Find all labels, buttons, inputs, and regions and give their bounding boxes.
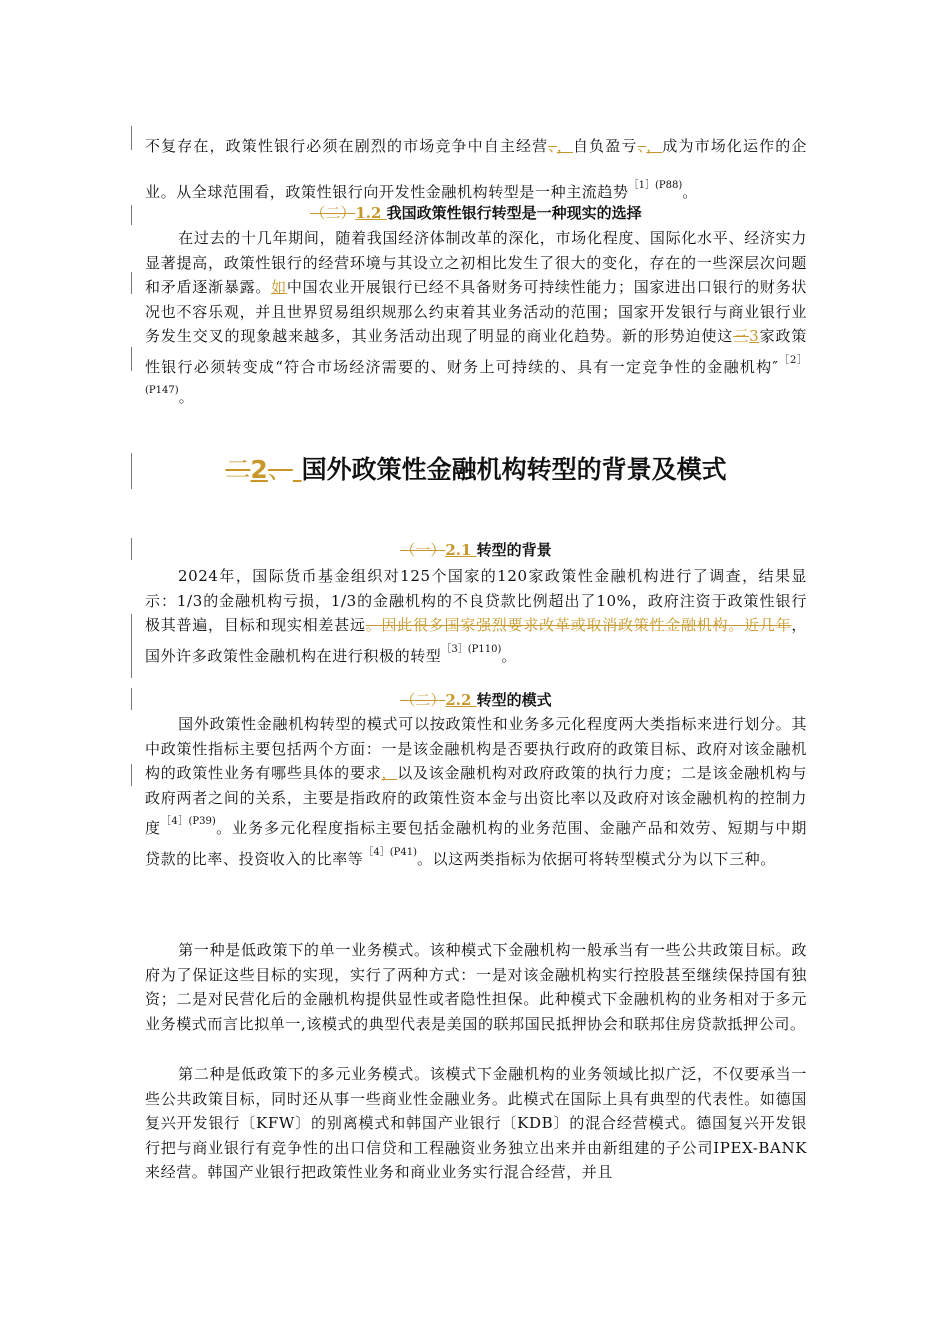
- inserted-text: ，: [556, 137, 574, 155]
- change-bar: [131, 453, 132, 489]
- text-run: 。: [682, 183, 698, 201]
- change-bar: [131, 538, 132, 560]
- paragraph-intro: [145, 126, 807, 212]
- deleted-text: （二）: [400, 691, 446, 709]
- inserted-text: 1.2: [355, 204, 387, 222]
- change-bar: [131, 205, 132, 225]
- text-run: 第二种是低政策下的多元业务模式。该模式下金融机构的业务领域比拟广泛，不仅要承当一些公共政策目标，同时还从事一些商业性金融业务。此模式在国际上具有典型的代表性。如德国复兴开发银行〔KFW〕的别离模式和韩国产业银行〔KDB〕的混合经营模式。德国复兴开发银行把与商业银行有竞争性的出口信贷和工程融资业务独立出来并由新组建的子公司IPEX-BANK来经营。韩国产业银行把政策性业务和商业业务实行混合经营，并且: [145, 1065, 807, 1181]
- heading-1-2: [145, 202, 807, 224]
- deleted-text: 三: [733, 327, 750, 345]
- change-bar: [131, 272, 132, 294]
- text-run: 国外政策性金融机构转型的模式可以按政策性和业务多元化程度两大类指标来进行划分。其中政策性指标主要包括两个方面：一是该金融机构是否要执行政府的政策目标、政府对该金融机构的政策性业务有哪些具体的要求: [145, 715, 807, 782]
- heading-2-2: [145, 689, 807, 711]
- paragraph-mode-2: [145, 1062, 807, 1185]
- deleted-text: 、: [637, 137, 647, 155]
- text-run: 。业务多元化程度指标主要包括金融机构的业务范围、金融产品和效劳、短期与中期贷款的比率、投资收入的比率等: [145, 819, 807, 868]
- text-run: 在过去的十几年期间，随着我国经济体制改革的深化，市场化程度、国际化水平、经济实力显著提高，政策性银行的经营环境与其设立之初相比发生了很大的变化，存在的一些深层次问题和矛盾逐渐暴露。: [145, 229, 807, 296]
- inserted-text: 2.1: [445, 541, 477, 559]
- citation: ［4］(P41): [363, 846, 418, 858]
- heading-text: 转型的背景: [476, 541, 552, 559]
- text-run: 第一种是低政策下的单一业务模式。该种模式下金融机构一般承当有一些公共政策目标。政府为了保证这些目标的实现，实行了两种方式：一是对该金融机构实行控股甚至继续保持国有独资；二是对民营化后的金融机构提供显性或者隐性担保。此种模式下金融机构的业务相对于多元业务模式而言比拟单一,该模式的典型代表是美国的联邦国民抵押协会和联邦住房贷款抵押公司。: [145, 941, 807, 1033]
- text-run: 不复存在，政策性银行必须在剧烈的市场竞争中自主经营: [145, 137, 549, 155]
- inserted-text: ，: [646, 137, 663, 155]
- paragraph-1-2: [145, 226, 807, 410]
- text-run: ，国外许多政策性金融机构在进行积极的转型: [145, 616, 807, 665]
- change-bar: [131, 347, 132, 371]
- text-run: 中国农业开展银行已经不具备财务可持续性能力；国家进出口银行的财务状况也不容乐观，并且世界贸易组织规那么约束着其业务活动的范围；国家开发银行与商业银行业务发生交叉的现象越来越多，其业务活动出现了明显的商业化趋势。新的形势迫使这: [145, 278, 807, 345]
- citation: ［3］(P110): [441, 643, 502, 655]
- inserted-text: ，: [381, 764, 398, 782]
- text-run: 。: [178, 388, 195, 406]
- deleted-text: 、: [267, 455, 293, 484]
- deleted-text: （二）: [310, 204, 356, 222]
- heading-text: 转型的模式: [476, 691, 552, 709]
- inserted-text: 2.2: [445, 691, 477, 709]
- text-run: 以及该金融机构对政府政策的执行力度；二是该金融机构与政府两者之间的关系，主要是指政府的政策性资本金与出资比率以及政府对该金融机构的控制力度: [145, 764, 807, 837]
- change-bar: [131, 614, 132, 678]
- heading-text: 我国政策性银行转型是一种现实的选择: [386, 204, 642, 222]
- change-bar: [131, 764, 132, 786]
- text-run: 家政策性银行必须转变成“符合市场经济需要的、财务上可持续的、具有一定竞争性的金融机构″: [145, 327, 807, 376]
- text-run: 成为市场化运作的企业。从全球范围看，政策性银行向开发性金融机构转型是一种主流趋势: [145, 137, 808, 201]
- inserted-space: [293, 455, 302, 484]
- deleted-text: 二: [225, 455, 251, 484]
- inserted-text: 如: [271, 278, 287, 296]
- paragraph-2-2: [145, 712, 807, 871]
- inserted-text: 2: [250, 455, 268, 484]
- paragraph-2-1: [145, 564, 807, 668]
- text-run: 。: [501, 646, 517, 665]
- deleted-text: 。因此很多国家强烈要求改革或取消政策性金融机构。近几年: [365, 616, 792, 634]
- text-run: 。以这两类指标为依据可将转型模式分为以下三种。: [417, 849, 776, 868]
- citation: ［1］(P88): [628, 180, 683, 191]
- change-bar: [131, 688, 132, 710]
- inserted-text: 3: [749, 327, 760, 345]
- section-heading-2: [145, 453, 807, 487]
- citation: ［2］(P147): [145, 354, 807, 396]
- deleted-text: （一）: [400, 541, 446, 559]
- heading-2-1: [145, 539, 807, 561]
- change-bar: [131, 126, 132, 150]
- paragraph-mode-1: [145, 938, 807, 1036]
- deleted-text: 、: [548, 137, 557, 155]
- text-run: 自负盈亏: [573, 137, 638, 155]
- text-run: 2024年，国际货币基金组织对125个国家的120家政策性金融机构进行了调查，结果显示：1/3的金融机构亏损，1/3的金融机构的不良贷款比例超出了10%，政府注资于政策性银行极其普遍，目标和现实相差甚远: [145, 567, 807, 634]
- citation: ［4］(P39): [160, 816, 216, 827]
- heading-text: 国外政策性金融机构转型的背景及模式: [301, 455, 727, 484]
